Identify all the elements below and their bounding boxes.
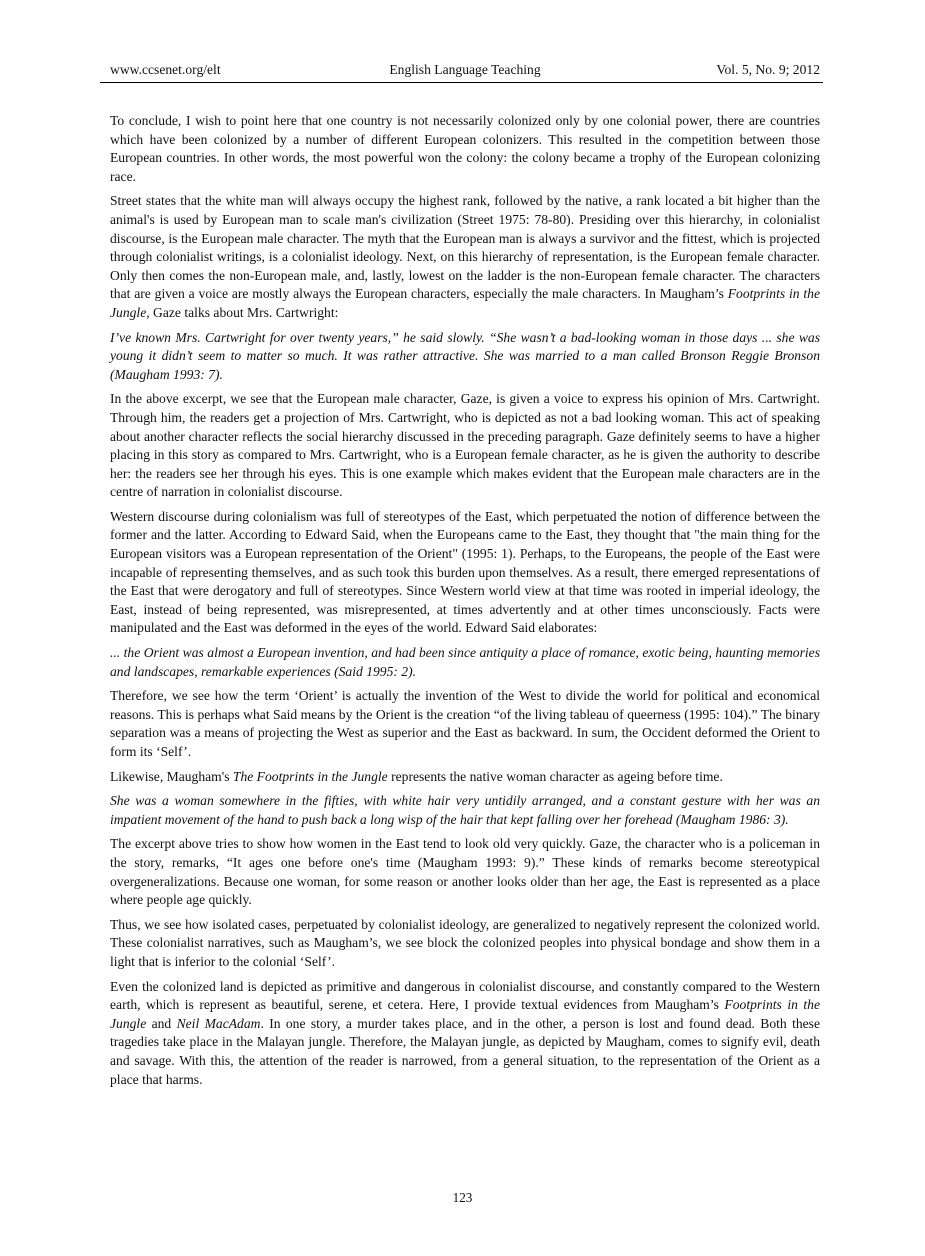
paragraph: [110, 835, 820, 909]
text-run: represents the native woman character as ageing before time.: [387, 768, 723, 784]
text-run: Western discourse during colonialism was full of stereotypes of the East, which perpetuated the notion of difference between the former and the latter. According to Edward Said, when the Europeans came to the East, they thought that "the main thing for the European visitors was a European representation of the Orient" (1995: 1). Perhaps, to the Europeans, the people of the East were incapable of representing themselves, and as such took this burden upon themselves. As a result, there emerged representations of the East that were derogatory and full of stereotypes. Since Western world view at that time was rooted in imperial ideology, the East, instead of being represented, was misrepresented, at times advertently and at other times unconsciously. Facts were manipulated and the East was deformed in the eyes of the world. Edward Said elaborates:: [110, 508, 820, 636]
italic-text-run: The Footprints in the Jungle: [232, 768, 388, 784]
header-volume-issue: Vol. 5, No. 9; 2012: [716, 62, 820, 77]
article-body: [110, 112, 820, 1089]
text-run: and: [146, 1015, 177, 1031]
text-run: Street states that the white man will always occupy the highest rank, followed by the native, a rank located a bit higher than the animal's is used by European man to scale man's civilization (Street 1975: 78-80). Presiding over this hierarchy, in colonialist discourse, is the European male character. The myth that the European man is always a survivor and the fittest, which is projected through colonialist writings, is a colonialist ideology. Next, on this hierarchy of representation, is the European female character. Only then comes the non-European male, and, lastly, lowest on the ladder is the non-European female character. The characters that are given a voice are mostly always the European characters, especially the male characters. In Maugham’s: [110, 193, 820, 302]
text-run: , Gaze talks about Mrs. Cartwright:: [146, 304, 339, 320]
page-header: [110, 62, 820, 78]
italic-text-run: Footprints in the Jungle: [110, 997, 820, 1031]
text-run: The excerpt above tries to show how women in the East tend to look old very quickly. Gaze, the character who is a policeman in the story, remarks, “It ages one before one's time (Maugham 1993: 9).” These kinds of remarks become stereotypical overgeneralizations. Because one woman, for some reason or another looks older than her age, the East is represented as a place where people age quickly.: [110, 836, 820, 908]
paragraph: [110, 768, 820, 787]
header-journal-title: English Language Teaching: [389, 62, 541, 77]
text-run: In the above excerpt, we see that the European male character, Gaze, is given a voice to express his opinion of Mrs. Cartwright. Through him, the readers get a projection of Mrs. Cartwright, who is depicted as not a bad looking woman. This act of speaking about another character reflects the social hierarchy discussed in the preceding paragraph. Gaze definitely seems to have a higher placing in this story as compared to Mrs. Cartwright, who is a European female character, as he is given the authority to describe her: the readers see her through his eyes. This is one example which makes evident that the European male characters are in the centre of narration in colonialist discourse.: [110, 391, 820, 500]
paragraph: [110, 390, 820, 502]
italic-text-run: Footprints in the Jungle: [110, 286, 820, 320]
paragraph: [110, 112, 820, 186]
text-run: Thus, we see how isolated cases, perpetuated by colonialist ideology, are generalized to negatively represent the colonized world. These colonialist narratives, such as Maugham’s, we see block the colonized peoples into physical bondage and show them in a light that is inferior to the colonial ‘Self’.: [110, 916, 820, 969]
block-quote: [110, 644, 820, 681]
text-run: Likewise, Maugham's: [110, 768, 233, 784]
paragraph: [110, 508, 820, 638]
block-quote: [110, 329, 820, 385]
text-run: To conclude, I wish to point here that one country is not necessarily colonized only by one colonial power, there are countries which have been colonized by a number of different European colonizers. This resulted in the competition between those European countries. In other words, the most powerful won the colony: the colony became a trophy of the European colonizing race.: [110, 113, 820, 184]
italic-text-run: ... the Orient was almost a European invention, and had been since antiquity a place of romance, exotic being, haunting memories and landscapes, remarkable experiences (Said 1995: 2).: [110, 645, 820, 679]
header-rule: [100, 82, 823, 83]
block-quote: [110, 792, 820, 829]
page-number: 123: [452, 1190, 473, 1205]
page-footer: [0, 1190, 925, 1206]
text-run: Even the colonized land is depicted as primitive and dangerous in colonialist discourse, and constantly compared to the Western earth, which is represent as beautiful, serene, et cetera. Here, I provide textual evidences from Maugham’s: [110, 978, 820, 1013]
paragraph: [110, 916, 820, 972]
italic-text-run: Neil MacAdam: [176, 1015, 261, 1031]
paragraph: [110, 978, 820, 1090]
italic-text-run: I’ve known Mrs. Cartwright for over twenty years,” he said slowly. “She wasn’t a bad-looking woman in those days ... she was young it didn’t seem to matter so much. It was rather attractive. She was married to a man called Bronson Reggie Bronson (Maugham 1993: 7).: [110, 329, 820, 382]
paragraph: [110, 192, 820, 322]
text-run: . In one story, a murder takes place, and in the other, a person is lost and found dead. Both these tragedies take place in the Malayan jungle. Therefore, the Malayan jungle, as depicted by Maugham, comes to signify evil, death and savage. With this, the attention of the reader is narrowed, from a general situation, to the representation of the Orient as a place that harms.: [110, 1015, 820, 1087]
header-journal-url: www.ccsenet.org/elt: [110, 62, 221, 77]
text-run: Therefore, we see how the term ‘Orient’ is actually the invention of the West to divide the world for political and economical reasons. This is perhaps what Said means by the Orient is the creation “of the living tableau of queerness (1995: 104).” The binary separation was a means of projecting the West as superior and the East as backward. In sum, the Occident deformed the Orient to form its ‘Self’.: [110, 688, 820, 759]
paragraph: [110, 687, 820, 761]
italic-text-run: She was a woman somewhere in the fifties, with white hair very untidily arranged, and a constant gesture with her was an impatient movement of the hand to push back a long wisp of the hair that kept falling over her forehead (Maugham 1986: 3).: [110, 793, 820, 827]
